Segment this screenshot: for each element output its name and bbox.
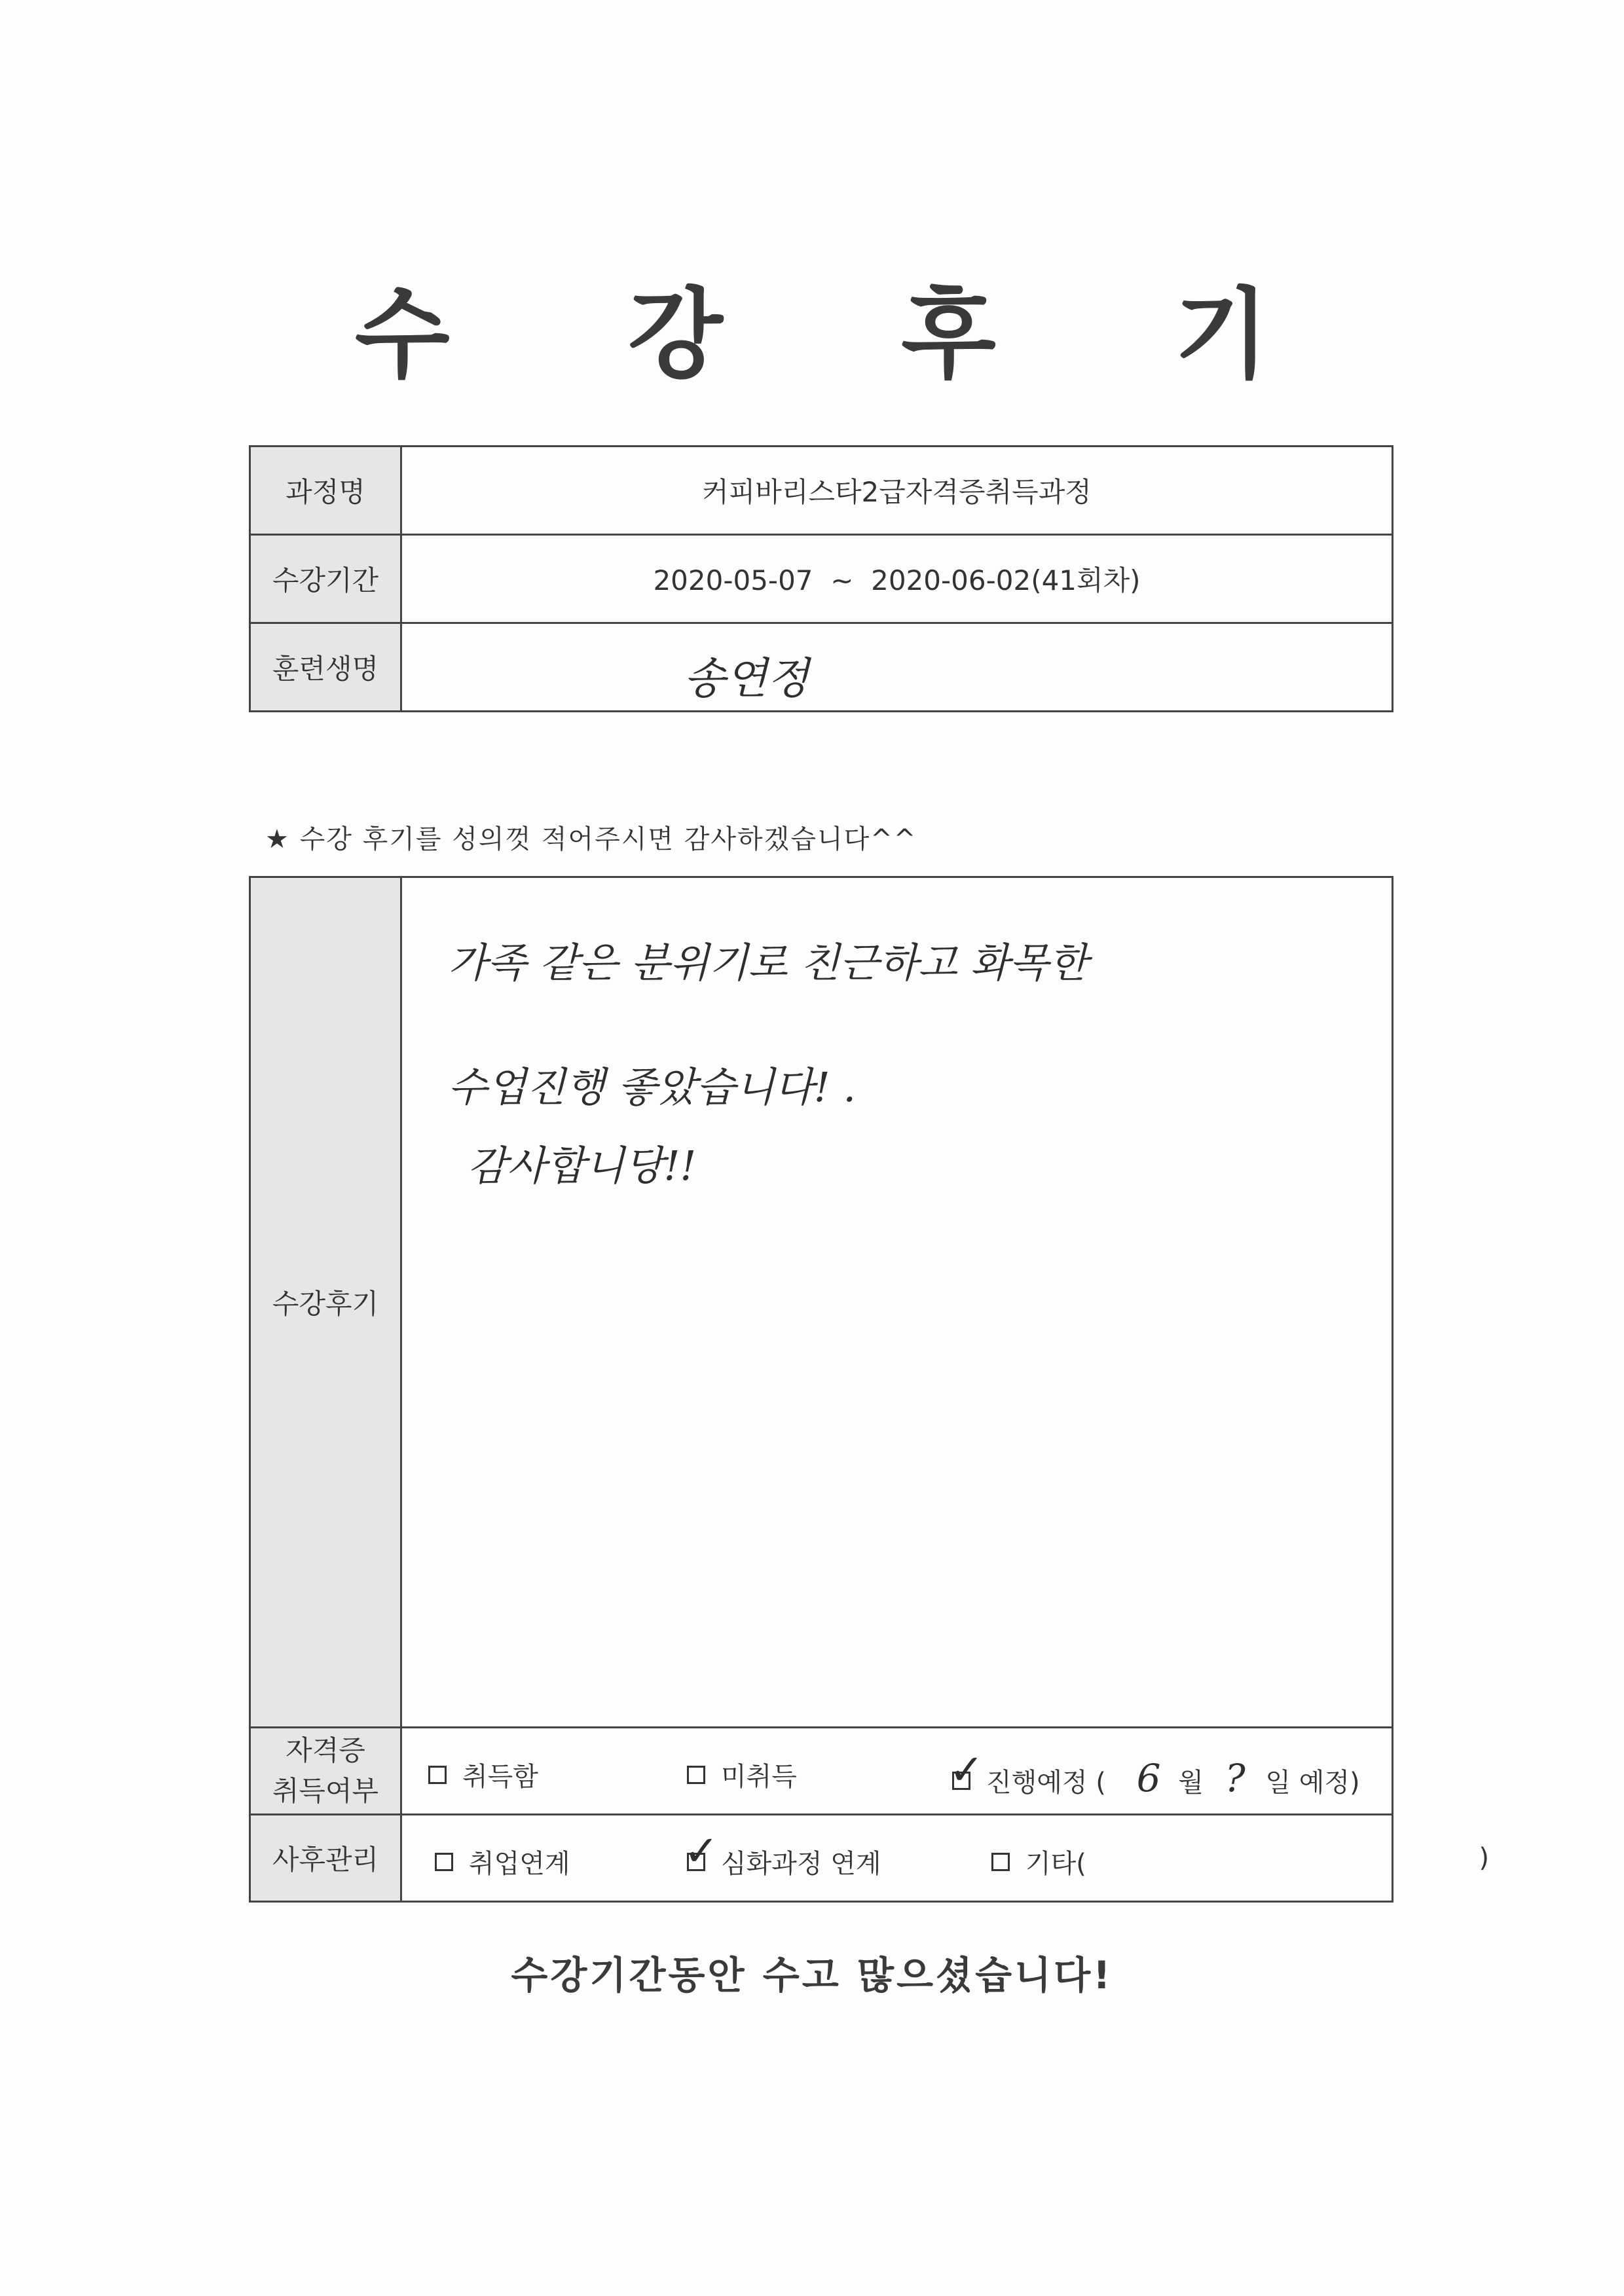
checkbox-icon[interactable]: [428, 1766, 447, 1784]
other-close-paren: ): [1479, 1843, 1489, 1873]
cert-option-not-acquired[interactable]: 미취득: [687, 1756, 797, 1793]
period-label: 수강기간: [250, 535, 401, 623]
trainee-label: 훈련생명: [250, 623, 401, 712]
aftercare-option-other[interactable]: 기타( ): [991, 1843, 1489, 1880]
day-handwriting: ?: [1225, 1756, 1246, 1800]
day-unit: 일 예정): [1265, 1768, 1360, 1798]
cert-option-in-progress[interactable]: ✓ 진행예정 ( 6 월 ? 일 예정): [949, 1746, 1360, 1800]
certificate-label: [250, 1728, 401, 1815]
certificate-label-line1: 자격증: [286, 1734, 365, 1766]
certificate-options: [401, 1728, 1393, 1815]
checkmark-icon: ✓: [949, 1746, 984, 1795]
review-table: [249, 876, 1489, 1903]
checkbox-checked-icon[interactable]: [684, 1827, 719, 1876]
course-value: 커피바리스타2급자격증취득과정: [401, 446, 1393, 535]
review-line-2: 수업진행 좋았습니다! .: [448, 1063, 857, 1111]
certificate-label-line2: 취득여부: [272, 1775, 379, 1807]
checkbox-icon[interactable]: [435, 1853, 453, 1871]
closing-message: 수강기간동안 수고 많으셨습니다!: [511, 1953, 1113, 1997]
month-handwriting: 6: [1136, 1756, 1161, 1800]
review-line-1: 가족 같은 분위기로 친근하고 화목한: [448, 939, 1088, 987]
review-text-area[interactable]: [401, 877, 1393, 1728]
checkbox-checked-icon[interactable]: [949, 1746, 984, 1795]
aftercare-option-advanced-course[interactable]: ✓ 심화과정 연계: [684, 1827, 881, 1879]
review-label: 수강후기: [250, 877, 401, 1728]
aftercare-label: 사후관리: [250, 1815, 401, 1902]
checkbox-icon[interactable]: [687, 1766, 705, 1784]
period-value: 2020-05-07 ~ 2020-06-02(41회차): [401, 535, 1393, 623]
trainee-name-handwriting: 송연정: [684, 653, 809, 704]
aftercare-options: [401, 1815, 1489, 1902]
review-line-3: 감사합니당!!: [468, 1142, 697, 1190]
checkmark-icon: ✓: [684, 1827, 719, 1876]
cert-option-acquired[interactable]: 취득함: [428, 1756, 538, 1793]
period-row: [250, 535, 1393, 623]
notice-text: ★ 수강 후기를 성의껏 적어주시면 감사하겠습니다^^: [265, 824, 917, 854]
month-unit: 월: [1178, 1768, 1204, 1798]
course-info-table: [249, 445, 1393, 712]
aftercare-option-employment[interactable]: 취업연계: [435, 1843, 570, 1880]
page-title: 수 강 후 기: [354, 278, 1342, 392]
course-label: 과정명: [250, 446, 401, 535]
course-row: [250, 446, 1393, 535]
checkbox-icon[interactable]: [991, 1853, 1010, 1871]
trainee-name-field[interactable]: [401, 623, 1393, 712]
trainee-row: [250, 623, 1393, 712]
